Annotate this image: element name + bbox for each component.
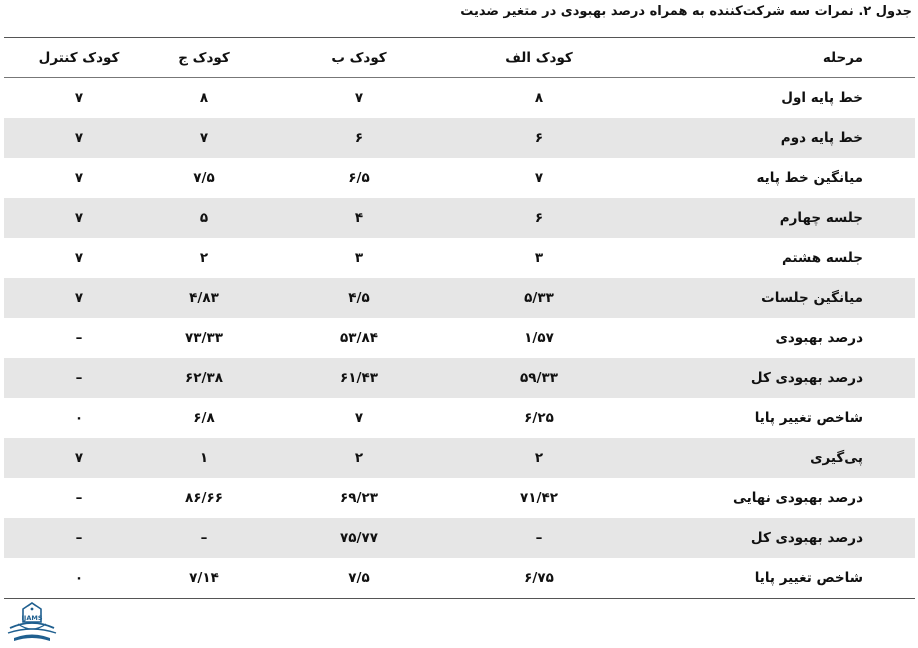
- cell-child-c: ۴/۸۳: [154, 278, 254, 318]
- cell-child-b: ۷/۵: [348, 570, 370, 586]
- cell-stage: شاخص تغییر پایا: [754, 570, 863, 586]
- results-table-wrapper: [4, 37, 915, 599]
- cell-stage: درصد بهبودی کل: [614, 518, 915, 558]
- cell-child-c: ۷/۱۴: [189, 570, 219, 586]
- results-table: [4, 38, 915, 598]
- header-child-c: کودک ج: [154, 38, 254, 78]
- cell-child-a: ۷: [534, 170, 544, 186]
- cell-stage: میانگین خط پایه: [756, 170, 863, 186]
- cell-child-c: ۷: [154, 118, 254, 158]
- cell-stage: درصد بهبودی کل: [614, 358, 915, 398]
- cell-child-control: ۷: [74, 250, 84, 266]
- cell-child-control: ۷: [4, 198, 154, 238]
- table-row: [4, 238, 915, 278]
- cell-stage: جلسه هشتم: [781, 250, 863, 266]
- table-header-row: [4, 38, 915, 78]
- table-row: [4, 278, 915, 318]
- cell-stage: خط پایه دوم: [614, 118, 915, 158]
- header-child-b: کودک ب: [254, 38, 464, 78]
- header-child-a: کودک الف: [464, 38, 614, 78]
- cell-child-a: ۶: [464, 198, 614, 238]
- table-row: [4, 158, 915, 198]
- cell-child-a: ۶/۲۵: [524, 410, 554, 426]
- cell-child-control: ۷: [74, 90, 84, 106]
- cell-child-c: –: [154, 518, 254, 558]
- cell-child-b: ۶/۵: [348, 170, 370, 186]
- cell-child-control: –: [75, 330, 83, 346]
- cell-child-a: ۵۹/۳۳: [464, 358, 614, 398]
- cell-child-c: ۸۶/۶۶: [185, 490, 223, 506]
- cell-child-b: ۴: [254, 198, 464, 238]
- logo-text: IJAMS: [21, 614, 43, 622]
- table-row: [4, 518, 915, 558]
- cell-child-control: ۷: [4, 118, 154, 158]
- cell-child-a: ۳: [534, 250, 544, 266]
- cell-child-c: ۶۲/۳۸: [154, 358, 254, 398]
- cell-child-control: ۷: [4, 438, 154, 478]
- cell-child-c: ۷/۵: [193, 170, 215, 186]
- cell-child-control: ۰: [74, 570, 84, 586]
- cell-child-control: –: [75, 490, 83, 506]
- cell-child-a: ۲: [464, 438, 614, 478]
- table-row: [4, 118, 915, 158]
- table-row: [4, 318, 915, 358]
- table-row: [4, 398, 915, 438]
- cell-stage: جلسه چهارم: [614, 198, 915, 238]
- cell-child-a: ۷۱/۴۲: [520, 490, 558, 506]
- cell-stage: درصد بهبودی نهایی: [733, 490, 863, 506]
- cell-stage: پی‌گیری: [614, 438, 915, 478]
- cell-child-a: ۶/۷۵: [524, 570, 554, 586]
- cell-child-c: ۲: [199, 250, 209, 266]
- cell-child-c: ۵: [154, 198, 254, 238]
- cell-child-a: ۵/۳۳: [464, 278, 614, 318]
- cell-child-c: ۷۳/۳۳: [185, 330, 223, 346]
- cell-child-control: –: [4, 358, 154, 398]
- cell-child-b: ۶۹/۲۳: [340, 490, 378, 506]
- table-row: [4, 478, 915, 518]
- table-body: [4, 78, 915, 599]
- cell-child-b: ۷۵/۷۷: [254, 518, 464, 558]
- cell-child-c: ۱: [154, 438, 254, 478]
- cell-child-b: ۶: [254, 118, 464, 158]
- table-row: [4, 558, 915, 598]
- cell-child-a: ۸: [534, 90, 544, 106]
- cell-stage: خط پایه اول: [781, 90, 863, 106]
- table-caption: [460, 2, 912, 22]
- cell-child-b: ۴/۵: [254, 278, 464, 318]
- cell-child-a: ۱/۵۷: [524, 330, 554, 346]
- cell-child-b: ۵۳/۸۴: [340, 330, 378, 346]
- cell-child-control: ۰: [74, 410, 84, 426]
- cell-child-control: ۷: [74, 170, 84, 186]
- cell-child-b: ۳: [354, 250, 364, 266]
- cell-child-a: ۶: [464, 118, 614, 158]
- table-row: [4, 438, 915, 478]
- cell-child-a: –: [464, 518, 614, 558]
- cell-child-c: ۸: [199, 90, 209, 106]
- header-child-control: کودک کنترل: [4, 38, 154, 78]
- caption-text: نمرات سه شرکت‌کننده به همراه درصد بهبودی در متغیر ضدیت: [460, 4, 859, 19]
- table-row: [4, 198, 915, 238]
- cell-child-b: ۶۱/۴۳: [254, 358, 464, 398]
- journal-logo-icon: [4, 600, 60, 644]
- cell-child-control: ۷: [4, 278, 154, 318]
- table-row: [4, 78, 915, 119]
- cell-stage: شاخص تغییر پایا: [754, 410, 863, 426]
- cell-child-b: ۷: [354, 90, 364, 106]
- header-stage: مرحله: [614, 38, 915, 78]
- cell-child-b: ۷: [354, 410, 364, 426]
- cell-child-c: ۶/۸: [193, 410, 215, 426]
- journal-logo: [4, 600, 60, 644]
- caption-label: جدول ۲.: [858, 4, 912, 19]
- cell-child-b: ۲: [254, 438, 464, 478]
- cell-child-control: –: [4, 518, 154, 558]
- cell-stage: درصد بهبودی: [775, 330, 863, 346]
- cell-stage: میانگین جلسات: [614, 278, 915, 318]
- table-row: [4, 358, 915, 398]
